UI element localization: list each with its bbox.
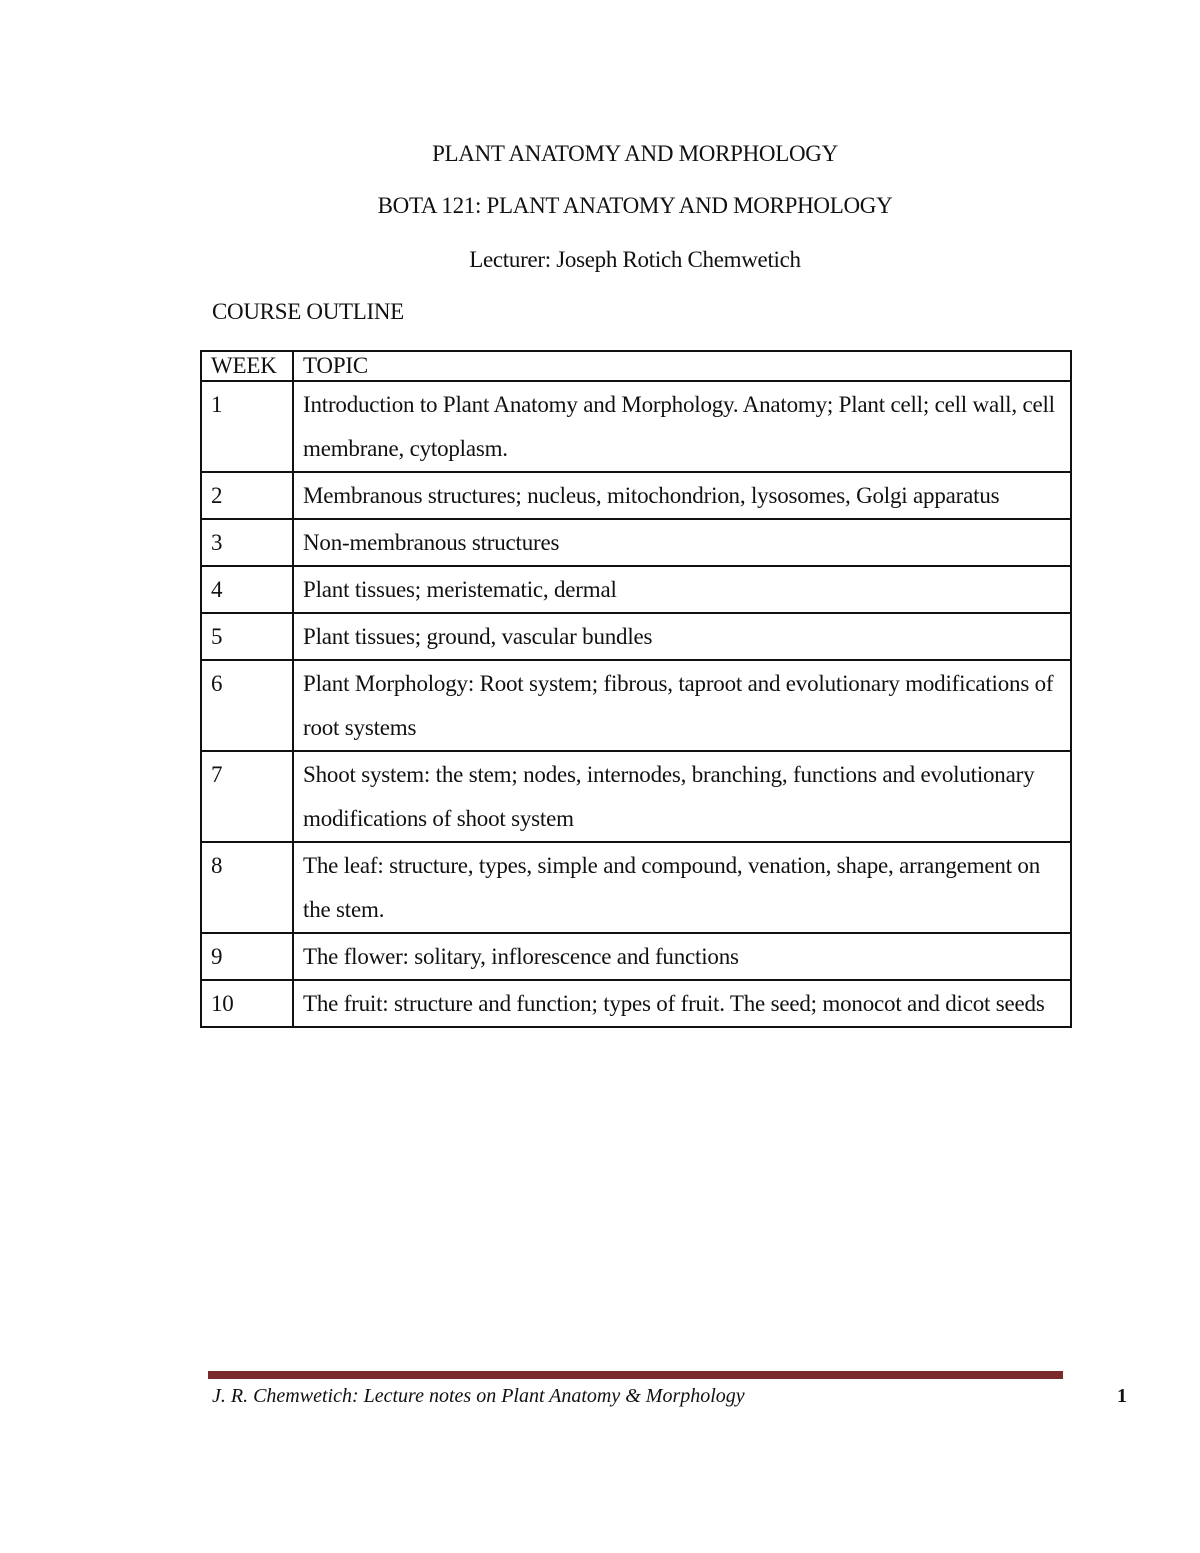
week-cell: 2 <box>201 472 293 519</box>
topic-cell: Non-membranous structures <box>293 519 1071 566</box>
lecturer-name: Lecturer: Joseph Rotich Chemwetich <box>469 247 801 272</box>
page-number: 1 <box>1117 1385 1127 1407</box>
table-row <box>201 751 1071 842</box>
table-row <box>201 381 1071 472</box>
course-outline-table <box>200 350 1072 1028</box>
table-row <box>201 519 1071 566</box>
topic-cell: Plant tissues; ground, vascular bundles <box>293 613 1071 660</box>
footer-rule <box>208 1371 1063 1379</box>
column-header-topic: TOPIC <box>293 351 1071 381</box>
table-row <box>201 613 1071 660</box>
table-row <box>201 472 1071 519</box>
week-cell: 4 <box>201 566 293 613</box>
table-header-row <box>201 351 1071 381</box>
topic-cell: The flower: solitary, inflorescence and functions <box>293 933 1071 980</box>
course-code-title: BOTA 121: PLANT ANATOMY AND MORPHOLOGY <box>377 193 893 218</box>
topic-cell: Shoot system: the stem; nodes, internodes, branching, functions and evolutionary modifications of shoot system <box>293 751 1071 842</box>
week-cell: 10 <box>201 980 293 1027</box>
table-row <box>201 842 1071 933</box>
document-title: PLANT ANATOMY AND MORPHOLOGY <box>432 141 838 166</box>
week-cell: 7 <box>201 751 293 842</box>
column-header-week: WEEK <box>201 351 293 381</box>
table-row <box>201 980 1071 1027</box>
week-cell: 8 <box>201 842 293 933</box>
topic-cell: Membranous structures; nucleus, mitochondrion, lysosomes, Golgi apparatus <box>293 472 1071 519</box>
table-row <box>201 660 1071 751</box>
footer-text: J. R. Chemwetich: Lecture notes on Plant Anatomy & Morphology <box>212 1385 745 1407</box>
week-cell: 3 <box>201 519 293 566</box>
topic-cell: Introduction to Plant Anatomy and Morphology. Anatomy; Plant cell; cell wall, cell membrane, cytoplasm. <box>293 381 1071 472</box>
week-cell: 9 <box>201 933 293 980</box>
week-cell: 5 <box>201 613 293 660</box>
topic-cell: The leaf: structure, types, simple and compound, venation, shape, arrangement on the stem. <box>293 842 1071 933</box>
topic-cell: Plant tissues; meristematic, dermal <box>293 566 1071 613</box>
topic-cell: Plant Morphology: Root system; fibrous, taproot and evolutionary modifications of root systems <box>293 660 1071 751</box>
table-row <box>201 566 1071 613</box>
topic-cell: The fruit: structure and function; types of fruit. The seed; monocot and dicot seeds <box>293 980 1071 1027</box>
section-heading: COURSE OUTLINE <box>212 299 404 324</box>
week-cell: 6 <box>201 660 293 751</box>
week-cell: 1 <box>201 381 293 472</box>
table-row <box>201 933 1071 980</box>
